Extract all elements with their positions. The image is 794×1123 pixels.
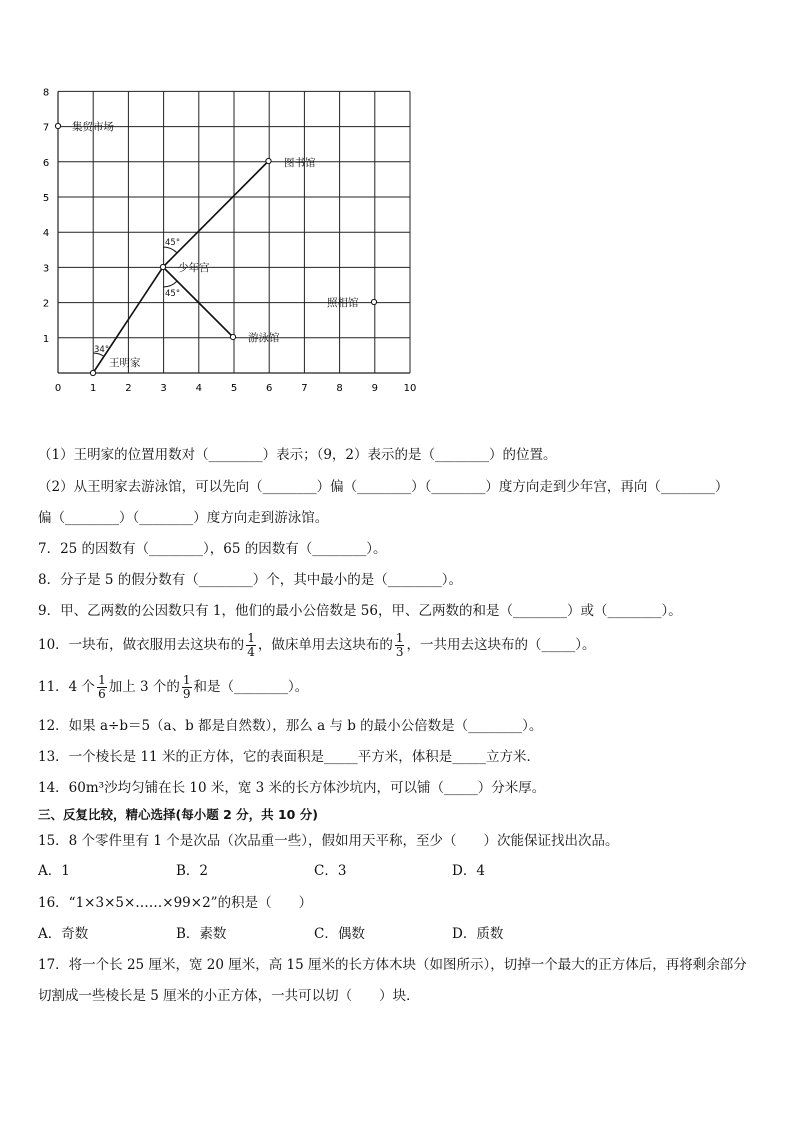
x-tick-label: 0 [54, 383, 62, 394]
question-10 [38, 630, 595, 660]
y-tick-label: 7 [42, 122, 50, 134]
label-youth-palace: 少年宫 [178, 262, 210, 274]
fraction-numerator: 1 [98, 673, 106, 687]
label-home: 王明家 [109, 357, 141, 369]
y-tick-label: 6 [42, 157, 50, 169]
question-6-part-2-line-2: 偏（________）（________）度方向走到游泳馆。 [38, 510, 329, 526]
option-b: B．素数 [176, 926, 227, 942]
fraction-one-third [395, 632, 405, 659]
question-7: 7．25 的因数有（________），65 的因数有（________）。 [38, 541, 387, 557]
point-home [90, 370, 95, 375]
fraction-numerator: 1 [395, 631, 404, 645]
label-photo-studio: 照相馆 [327, 297, 359, 309]
x-tick-label: 2 [125, 383, 132, 394]
question-11-text-3: 和是（________）。 [193, 679, 309, 695]
question-15-options [38, 861, 590, 881]
question-15: 15．8 个零件里有 1 个是次品（次品重一些），假如用天平称，至少（ ）次能保证找出次品。 [38, 833, 619, 849]
angle-label-home: 34° [94, 345, 110, 355]
x-tick-label: 7 [301, 383, 308, 394]
fraction-one-quarter [246, 632, 256, 659]
x-tick-label: 1 [90, 383, 97, 394]
angle-arc-lower [163, 281, 177, 287]
question-10-text-3: ，一共用去这块布的（_____）。 [406, 637, 596, 653]
question-10-text-1: 10．一块布，做衣服用去这块布的 [38, 637, 245, 653]
x-tick-label: 10 [403, 383, 417, 394]
x-tick-label: 9 [371, 383, 378, 394]
route-youth-palace-to-pool [163, 267, 233, 337]
x-tick-label: 4 [195, 383, 202, 394]
point-market [55, 123, 60, 128]
question-16-options [38, 924, 590, 944]
question-13: 13．一个棱长是 11 米的正方体，它的表面积是_____平方米，体积是_____立方米． [38, 749, 540, 765]
point-library [266, 158, 271, 163]
question-6-part-2-line-1: （2）从王明家去游泳馆，可以先向（________）偏（________）（________）度方向走到少年宫，再向（________） [38, 479, 729, 495]
fraction-denominator: 4 [247, 645, 255, 659]
option-c: C．3 [314, 863, 347, 879]
option-a: A．1 [38, 863, 70, 879]
x-tick-label: 3 [160, 383, 167, 394]
question-9: 9．甲、乙两数的公因数只有 1，他们的最小公倍数是 56，甲、乙两数的和是（________）或（________）。 [38, 603, 682, 619]
point-youth-palace [160, 264, 165, 269]
question-17-line-2: 切割成一些棱长是 5 厘米的小正方体，一共可以切（ ）块． [38, 988, 420, 1004]
question-17-line-1: 17．将一个长 25 厘米，宽 20 厘米，高 15 厘米的长方体木块（如图所示），切掉一个最大的正方体后，再将剩余部分 [38, 957, 747, 973]
y-tick-label: 1 [42, 333, 50, 345]
x-tick-label: 5 [230, 383, 238, 394]
fraction-denominator: 9 [182, 687, 191, 701]
x-tick-label: 6 [266, 383, 273, 394]
angle-label-lower: 45° [165, 289, 181, 299]
question-8: 8．分子是 5 的假分数有（________）个，其中最小的是（________）。 [38, 572, 463, 588]
label-library: 图书馆 [284, 157, 316, 169]
fraction-denominator: 6 [98, 687, 106, 701]
grid-lines [58, 91, 410, 373]
angle-label-upper: 45° [165, 238, 181, 248]
point-photo-studio [371, 299, 376, 304]
x-tick-label: 8 [336, 383, 343, 394]
question-11-text-1: 11．4 个 [38, 679, 96, 695]
question-11 [38, 672, 308, 702]
option-b: B．2 [176, 863, 209, 879]
question-16: 16．“1×3×5×……×99×2”的积是（ ） [38, 895, 313, 911]
option-a: A．奇数 [38, 926, 89, 942]
y-tick-label: 8 [42, 87, 50, 99]
question-11-text-2: 加上 3 个的 [108, 679, 180, 695]
option-d: D．4 [452, 863, 485, 879]
fraction-one-ninth [182, 674, 192, 701]
coordinate-grid-figure [30, 82, 430, 402]
fraction-numerator: 1 [182, 673, 191, 687]
fraction-denominator: 3 [395, 645, 404, 659]
route-youth-palace-to-library [163, 161, 269, 267]
fraction-numerator: 1 [247, 631, 255, 645]
y-tick-label: 5 [42, 193, 50, 204]
y-tick-label: 2 [42, 298, 50, 310]
point-swimming-pool [230, 334, 235, 339]
section-3-heading: 三、反复比较，精心选择(每小题 2 分，共 10 分) [38, 807, 318, 822]
question-12: 12．如果 a÷b＝5（a、b 都是自然数），那么 a 与 b 的最小公倍数是（________）。 [38, 718, 543, 734]
question-14: 14．60m³沙均匀铺在长 10 米，宽 3 米的长方体沙坑内，可以铺（_____）分米厚。 [38, 780, 546, 796]
option-d: D．质数 [452, 926, 504, 942]
label-swimming-pool: 游泳馆 [248, 332, 280, 344]
y-tick-label: 3 [42, 263, 50, 275]
fraction-one-sixth [97, 674, 107, 701]
question-6-part-1: （1）王明家的位置用数对（________）表示；（9，2）表示的是（________）的位置。 [38, 447, 557, 463]
option-c: C．偶数 [314, 926, 365, 942]
question-10-text-2: ，做床单用去这块布的 [257, 637, 393, 653]
label-market: 集贸市场 [72, 121, 114, 133]
y-tick-label: 4 [42, 228, 50, 240]
